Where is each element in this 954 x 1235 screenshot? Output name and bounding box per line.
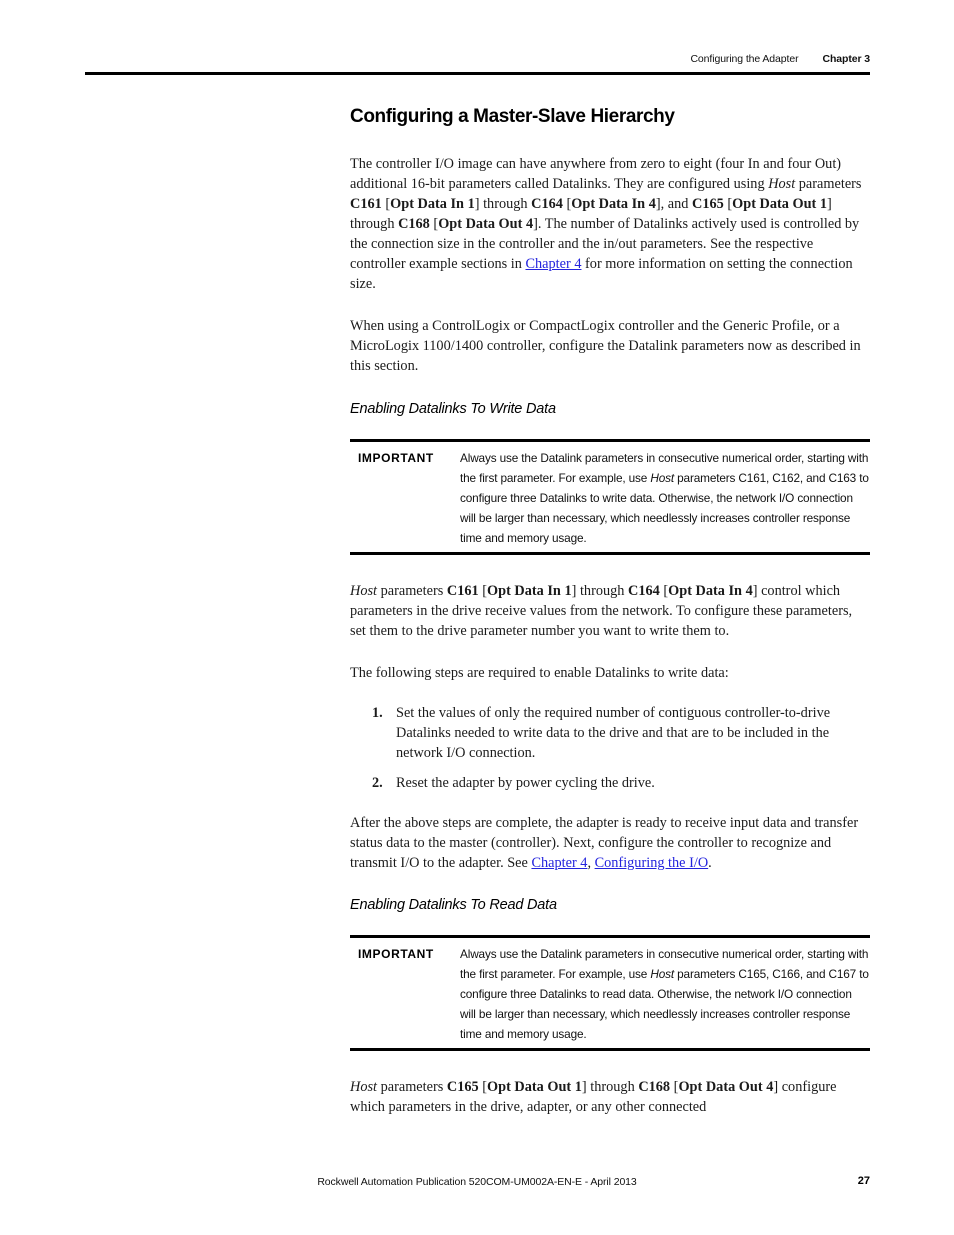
link-chapter-4[interactable]: Chapter 4 [525,256,582,272]
step-number: 1. [372,705,383,721]
steps-list [350,703,870,793]
list-item-step-1 [372,703,870,763]
link-configuring-the-i-o[interactable]: Configuring the I/O [594,855,709,871]
paragraph-host-params-out: Host parameters C165 [Opt Data Out 1] through C168 [Opt Data Out 4] configure which parameters in the drive, adapter, or any other connected [350,1079,837,1115]
step-text: Set the values of only the required number of contiguous controller-to-drive Datalinks needed to write data to the drive and that are to be included in the network I/O connection. [396,705,831,761]
header-rule [85,72,870,75]
list-item-step-2 [372,773,870,793]
important-text-write: Always use the Datalink parameters in consecutive numerical order, starting with the first parameter. For example, use Host parameters C161, C162, and C163 to configure three Datalinks to write data. Otherwise, the network I/O connection will be larger than necessary, which needlessly increases controller response time and memory usage. [460,451,869,545]
page-header [690,53,870,65]
page-number: 27 [857,1175,870,1187]
footer-publication: Rockwell Automation Publication 520COM-UM002A-EN-E - April 2013 [317,1176,637,1188]
section-title: Configuring a Master-Slave Hierarchy [350,106,675,127]
page-content [350,106,870,1117]
step-number: 2. [372,775,383,791]
important-text-read: Always use the Datalink parameters in consecutive numerical order, starting with the first parameter. For example, use Host parameters C165, C166, and C167 to configure three Datalinks to read data. Otherwise, the network I/O connection will be larger than necessary, which needlessly increases controller response time and memory usage. [460,947,869,1041]
paragraph-steps-intro: The following steps are required to enable Datalinks to write data: [350,665,729,681]
header-section-label: Configuring the Adapter [690,53,799,65]
step-text: Reset the adapter by power cycling the drive. [396,775,655,791]
important-box-write [350,439,870,555]
paragraph-after-steps: After the above steps are complete, the adapter is ready to receive input data and transfer status data to the master (controller). Next, configure the controller to recognize and transmit I/O to the adapter. See Chapter 4, Configuring the I/O. [350,815,859,871]
subheading-enable-write: Enabling Datalinks To Write Data [350,401,556,417]
paragraph-controller-profiles: When using a ControlLogix or CompactLogix controller and the Generic Profile, or a MicroLogix 1100/1400 controller, configure the Datalink parameters now as described in this section. [350,318,861,374]
paragraph-datalinks-intro: The controller I/O image can have anywhere from zero to eight (four In and four Out) additional 16-bit parameters called Datalinks. They are configured using Host parameters C161 [Opt Data In 1] through C164 [Opt Data In 4], and C165 [Opt Data Out 1] through C168 [Opt Data Out 4]. The number of Datalinks actively used is controlled by the connection size in the controller and the in/out parameters. See the respective controller example sections in Chapter 4 for more information on setting the connection size. [350,156,862,292]
important-label: IMPORTANT [358,947,434,961]
subheading-enable-read: Enabling Datalinks To Read Data [350,897,557,913]
important-label: IMPORTANT [358,451,434,465]
important-box-read [350,935,870,1051]
header-chapter-label: Chapter 3 [822,53,870,65]
link-chapter-4[interactable]: Chapter 4 [531,855,588,871]
paragraph-host-params-in: Host parameters C161 [Opt Data In 1] through C164 [Opt Data In 4] control which parameters in the drive receive values from the network. To configure these parameters, set them to the drive parameter number you want to write them to. [350,583,853,639]
